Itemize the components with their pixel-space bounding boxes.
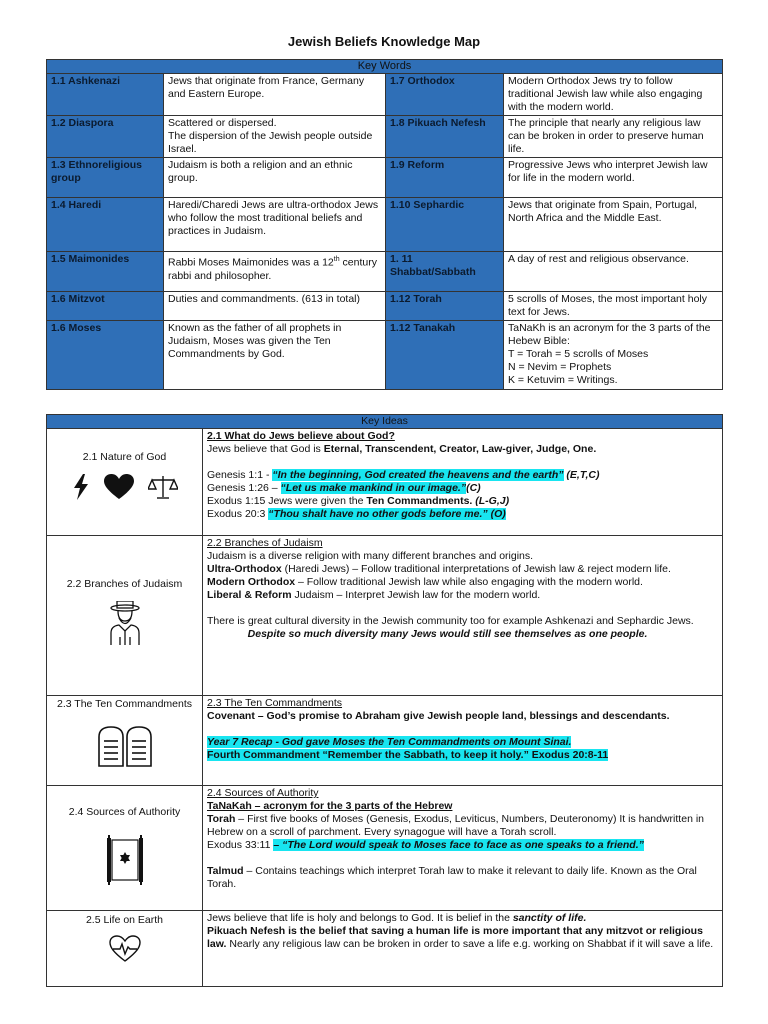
- term: 1.6 Moses: [47, 321, 164, 390]
- term: 1.6 Mitzvot: [47, 292, 164, 321]
- emphasis: Despite so much diversity many Jews would still see themselves as one people.: [247, 628, 648, 640]
- text: – Contains teachings which interpret Torah law to make it relevant to daily life. Known as the Oral Torah.: [207, 865, 697, 890]
- definition: Duties and commandments. (613 in total): [164, 292, 386, 321]
- highlight: Fourth Commandment “Remember the Sabbath, to keep it holy.” Exodus 20:8-11: [207, 749, 609, 761]
- definition-line: TaNaKh is an acronym for the 3 parts of the Hebew Bible:: [508, 322, 711, 347]
- term: 1.2 Diaspora: [47, 116, 164, 158]
- section-title: 2.2 Branches of Judaism: [66, 578, 183, 590]
- text: – Follow traditional Jewish law while also engaging with the modern world.: [295, 576, 643, 588]
- section-content: [203, 696, 723, 786]
- definition: Modern Orthodox Jews try to follow traditional Jewish law while also engaging with the modern world.: [504, 74, 723, 116]
- text: (L-G,J): [472, 495, 510, 507]
- definition: [164, 252, 386, 292]
- text: Eternal, Transcendent, Creator, Law-giver, Judge, One.: [323, 443, 597, 455]
- term: 1.4 Haredi: [47, 198, 164, 252]
- table-row: [47, 74, 723, 116]
- text: There is great cultural diversity in the Jewish community too for example Ashkenazi and Sephardic Jews.: [207, 615, 694, 627]
- key-ideas-table: [46, 414, 723, 987]
- term: 1.7 Orthodox: [386, 74, 504, 116]
- text: Jews believe that God is: [207, 443, 324, 455]
- text: (E,T,C): [563, 469, 600, 481]
- definition: 5 scrolls of Moses, the most important holy text for Jews.: [504, 292, 723, 321]
- text: – First five books of Moses (Genesis, Exodus, Leviticus, Numbers, Deuteronomy) It is handwritten in Hebrew on a scroll of parchment. Every synagogue will have a Torah scroll.: [207, 813, 704, 838]
- definition-line: N = Nevim = Prophets: [508, 361, 612, 373]
- quote: – “The Lord would speak to Moses face to face as one speaks to a friend.”: [273, 839, 644, 851]
- text: Jews believe that life is holy and belongs to God. It is belief in the: [207, 912, 513, 924]
- section-title: 2.5 Life on Earth: [85, 914, 164, 926]
- section-heading: 2.4 Sources of Authority: [207, 787, 319, 799]
- table-row: [47, 536, 723, 696]
- term: 1.9 Reform: [386, 158, 504, 198]
- term: Talmud: [207, 865, 244, 877]
- term: 1.12 Torah: [386, 292, 504, 321]
- section-label: [47, 429, 203, 536]
- section-content: [203, 786, 723, 911]
- section-title: 2.3 The Ten Commandments: [56, 698, 193, 710]
- section-label: [47, 911, 203, 987]
- text: Genesis 1:26 –: [207, 482, 281, 494]
- subheading: TaNaKah – acronym for the 3 parts of the Hebrew: [207, 800, 453, 812]
- text: Genesis 1:1 -: [207, 469, 273, 481]
- table-row: [47, 321, 723, 390]
- table-row: [47, 696, 723, 786]
- table-row: [47, 911, 723, 987]
- term: 1.10 Sephardic: [386, 198, 504, 252]
- text: (C): [466, 482, 481, 494]
- definition-text: Rabbi Moses Maimonides was a 12: [168, 256, 334, 269]
- key-words-header: Key Words: [47, 60, 723, 74]
- section-label: [47, 696, 203, 786]
- definition-text: century rabbi and philosopher.: [168, 256, 377, 282]
- rabbi-icon: [108, 601, 142, 645]
- term: 1.3 Ethnoreligious group: [47, 158, 164, 198]
- section-heading: 2.1 What do Jews believe about God?: [207, 430, 395, 442]
- definition: [504, 321, 723, 390]
- text: Judaism is a diverse religion with many different branches and origins.: [207, 550, 534, 562]
- text: (Haredi Jews) – Follow traditional interpretations of Jewish law & reject modern life.: [281, 563, 671, 575]
- term: Ultra-Orthodox: [207, 563, 282, 575]
- text: Exodus 20:3: [207, 508, 269, 520]
- term: Modern Orthodox: [207, 576, 296, 588]
- term: 1. 11 Shabbat/Sabbath: [386, 252, 504, 292]
- torah-scroll-icon: [105, 835, 145, 885]
- text: Pikuach Nefesh is the belief that saving a human life is more important that any mitzvot or religious law.: [207, 925, 703, 950]
- text: Ten Commandments.: [366, 495, 473, 507]
- heart-icon: [104, 474, 134, 500]
- section-label: [47, 536, 203, 696]
- table-row: [47, 198, 723, 252]
- table-row: [47, 292, 723, 321]
- term: 1.1 Ashkenazi: [47, 74, 164, 116]
- term: Torah: [207, 813, 236, 825]
- definition: Judaism is both a religion and an ethnic group.: [164, 158, 386, 198]
- superscript: th: [333, 256, 340, 263]
- term: 1.8 Pikuach Nefesh: [386, 116, 504, 158]
- table-row: [47, 786, 723, 911]
- quote: “In the beginning, God created the heavens and the earth”: [272, 469, 564, 481]
- definition-line: T = Torah = 5 scrolls of Moses: [508, 348, 649, 360]
- definition: [164, 116, 386, 158]
- text: Covenant – God’s promise to Abraham give Jewish people land, blessings and descendants.: [207, 710, 670, 722]
- definition: The principle that nearly any religious law can be broken in order to preserve human life.: [504, 116, 723, 158]
- table-row: [47, 158, 723, 198]
- definition: Jews that originate from France, Germany and Eastern Europe.: [164, 74, 386, 116]
- section-heading: 2.3 The Ten Commandments: [207, 697, 343, 709]
- definition-line: K = Ketuvim = Writings.: [508, 374, 618, 386]
- table-row: [47, 116, 723, 158]
- term: Liberal & Reform: [207, 589, 292, 601]
- text: Exodus 33:11: [207, 839, 274, 851]
- highlight: Year 7 Recap - God gave Moses the Ten Commandments on Mount Sinai.: [207, 736, 572, 748]
- text: Judaism – Interpret Jewish law for the modern world.: [291, 589, 541, 601]
- definition-line: The dispersion of the Jewish people outside Israel.: [168, 130, 373, 155]
- quote: “Thou shalt have no other gods before me.” (O): [268, 508, 506, 520]
- key-ideas-header: Key Ideas: [47, 415, 723, 429]
- definition: Haredi/Charedi Jews are ultra-orthodox Jews who follow the most traditional beliefs and practices in Judaism.: [164, 198, 386, 252]
- text: Nearly any religious law can be broken in order to save a life e.g. working on Shabbat if it will save a life.: [226, 938, 714, 950]
- section-content: [203, 911, 723, 987]
- section-title: 2.1 Nature of God: [82, 451, 167, 463]
- section-title: 2.4 Sources of Authority: [68, 806, 181, 818]
- lightning-icon: [72, 474, 90, 500]
- definition: A day of rest and religious observance.: [504, 252, 723, 292]
- term: 1.5 Maimonides: [47, 252, 164, 292]
- text: Exodus 1:15 Jews were given the: [207, 495, 367, 507]
- definition-line: Scattered or dispersed.: [168, 117, 277, 129]
- table-row: [47, 252, 723, 292]
- scales-icon: [148, 474, 178, 500]
- heartbeat-icon: [109, 935, 141, 963]
- section-label: [47, 786, 203, 911]
- key-words-table: [46, 59, 723, 390]
- page-title: Jewish Beliefs Knowledge Map: [287, 34, 481, 49]
- tablets-icon: [97, 725, 153, 767]
- term: 1.12 Tanakah: [386, 321, 504, 390]
- section-content: [203, 429, 723, 536]
- quote: “Let us make mankind in our image.”: [280, 482, 467, 494]
- definition: Progressive Jews who interpret Jewish law for life in the modern world.: [504, 158, 723, 198]
- emphasis: sanctity of life.: [512, 912, 587, 924]
- definition: Jews that originate from Spain, Portugal, North Africa and the Middle East.: [504, 198, 723, 252]
- section-heading: 2.2 Branches of Judaism: [207, 537, 323, 549]
- section-content: [203, 536, 723, 696]
- table-row: [47, 429, 723, 536]
- definition: Known as the father of all prophets in Judaism, Moses was given the Ten Commandments by God.: [164, 321, 386, 390]
